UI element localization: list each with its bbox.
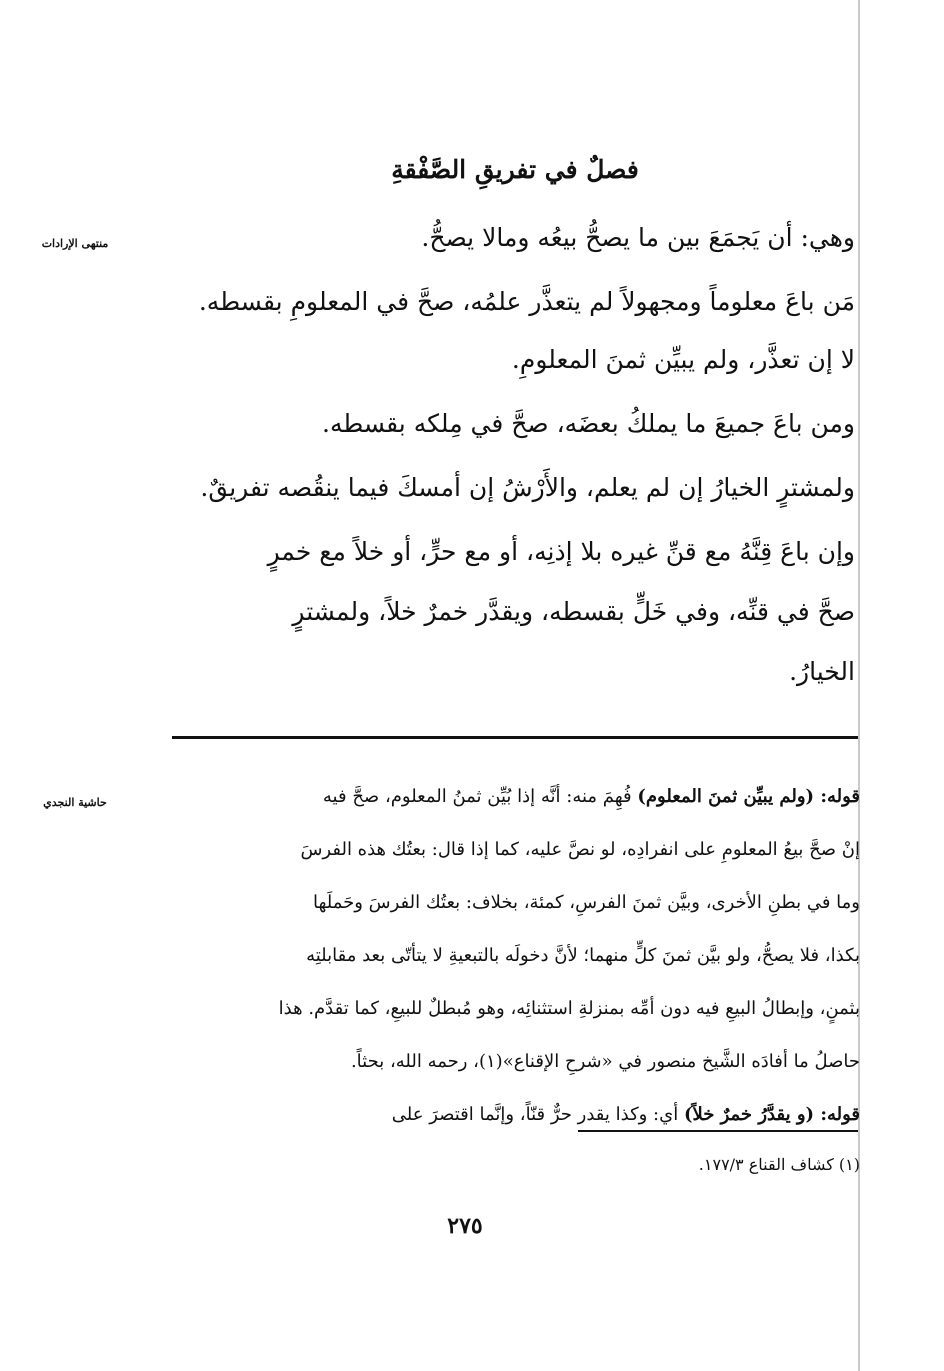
commentary-lemma: قوله: (ولم يبيِّن ثمنَ المعلوم) (637, 786, 860, 807)
commentary-text: فُهِمَ منه: أنَّه إذا بُيِّن ثمنُ المعلوم، صحَّ فيه (322, 786, 638, 807)
commentary-line (170, 823, 860, 876)
commentary-text: أي: وكذا يقدر حرٌّ قنّاً، وإنَّما اقتصرَ على (391, 1104, 684, 1125)
matn-line: لا إن تعذَّر، ولم يبيِّن ثمنَ المعلومِ. (511, 345, 855, 374)
matn-line: وإن باعَ قِنَّهُ مع قنِّ غيره بلا إذنِه، أو مع حرٍّ، أو خلاً مع خمرٍ (267, 537, 855, 566)
page-number: ٢٧٥ (447, 1213, 483, 1239)
section-divider (172, 736, 858, 739)
matn-line: وهي: أن يَجمَعَ بين ما يصحُّ بيعُه ومالا يصحُّ. (421, 223, 855, 252)
commentary-text: بثمنٍ، وإبطالُ البيعِ فيه دون أمِّه بمنزلةِ استثنائِه، وهو مُبطلٌ للبيعِ، كما تقدَّم. هذا (278, 998, 860, 1019)
commentary-line (170, 929, 860, 982)
commentary-text: بكذا، فلا يصحُّ، ولو بيَّن ثمنَ كلٍّ منهما؛ لأنَّ دخولَه بالتبعيةِ لا يتأتّى بعد مقابلتِه (306, 945, 860, 966)
commentary-text: حاصلُ ما أفادَه الشَّيخ منصور في «شرحِ الإقناع»(١)، رحمه الله، بحثاً. (350, 1051, 860, 1072)
commentary-line (170, 1035, 860, 1088)
matn-line: الخيارُ. (789, 657, 855, 686)
matn-line: مَن باعَ معلوماً ومجهولاً لم يتعذَّر علمُه، صحَّ في المعلومِ بقسطه. (198, 287, 855, 316)
section-heading: فصلٌ في تفريقِ الصَّفْقةِ (391, 155, 639, 184)
matn-line: صحَّ في قنِّه، وفي خَلٍّ بقسطه، ويقدَّر خمرٌ خلاً، ولمشترٍ (292, 597, 855, 626)
commentary-line (170, 876, 860, 929)
commentary-text: إنْ صحَّ بيعُ المعلومِ على انفرادِه، لو نصَّ عليه، كما إذا قال: بعتُك هذه الفرسَ (300, 839, 860, 860)
commentary-line (170, 1088, 860, 1141)
commentary-text: وما في بطنِ الأخرى، وبيَّن ثمنَ الفرسِ، كمئة، بخلاف: بعتُك الفرسَ وحَملَها (312, 892, 860, 913)
footnote: (١) كشاف القناع ١٧٧/٣. (698, 1155, 860, 1174)
commentary-line (170, 770, 860, 823)
commentary-text-block (170, 770, 860, 1141)
commentary-line (170, 982, 860, 1035)
matn-text-block (165, 215, 855, 695)
footnote-divider (578, 1130, 858, 1132)
matn-line: ولمشترٍ الخيارُ إن لم يعلم، والأَرْشُ إن أمسكَ فيما ينقُصه تفريقٌ. (200, 473, 855, 502)
side-label-matn: منتهى الإرادات (41, 237, 109, 250)
side-label-hashiya: حاشية النجدي (43, 796, 107, 809)
matn-line: ومن باعَ جميعَ ما يملكُ بعضَه، صحَّ في مِلكه بقسطه. (322, 409, 855, 438)
commentary-lemma: قوله: (و يقدَّرُ خمرٌ خلاً) (683, 1104, 860, 1125)
